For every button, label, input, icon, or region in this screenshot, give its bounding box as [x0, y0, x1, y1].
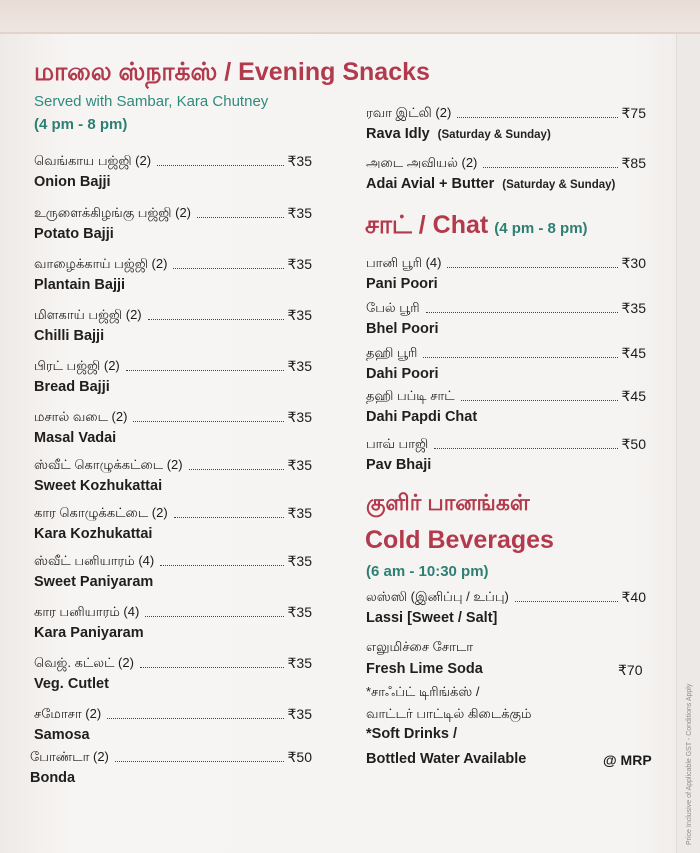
item-price: ₹35 — [287, 153, 312, 169]
item-tamil-name: மிளகாய் பஜ்ஜி (2) — [34, 307, 142, 322]
item-english-name: Onion Bajji — [34, 174, 111, 190]
item-english-name: Lassi [Sweet / Salt] — [366, 610, 498, 626]
item-english-name: Bonda — [30, 770, 76, 786]
item-english-name: Adai Avial + Butter — [366, 176, 495, 192]
item-tamil-name: பிரட் பஜ்ஜி (2) — [34, 358, 120, 373]
lime-soda-english: Fresh Lime Soda — [366, 661, 483, 677]
dot-leader — [157, 165, 283, 166]
item-tamil-name: வெஜ். கட்லட் (2) — [34, 655, 134, 670]
item-english-name: Dahi Poori — [366, 366, 439, 382]
chat-title: சாட் / Chat — [365, 211, 489, 239]
item-tamil-name: தஹி பப்டி சாட் — [366, 388, 455, 403]
soft-drinks-tamil-line1: *சாஃப்ட் டிரிங்க்ஸ் / — [366, 684, 480, 699]
item-tamil-name: பேல் பூரி — [366, 300, 420, 315]
dot-leader — [145, 616, 283, 617]
item-price: ₹40 — [621, 589, 646, 605]
dot-leader — [189, 469, 284, 470]
dot-leader — [126, 370, 284, 371]
menu-item-rava-idly — [366, 104, 646, 142]
item-price: ₹35 — [287, 505, 312, 521]
item-english-name: Plantain Bajji — [34, 277, 126, 293]
item-tamil-name: அடை அவியல் (2) — [366, 155, 478, 170]
item-english-name: Rava Idly — [366, 126, 430, 142]
soft-drinks-english-line1: *Soft Drinks / — [366, 726, 458, 742]
item-tamil-name: கார பனியாரம் (4) — [34, 604, 140, 619]
menu-item-sweet-paniyaram — [34, 552, 312, 590]
dot-leader — [426, 312, 618, 313]
item-price: ₹45 — [621, 345, 646, 361]
menu-item-kara-kozhukattai — [34, 504, 312, 542]
item-price: ₹35 — [287, 553, 312, 569]
menu-item-dahi-poori — [366, 344, 646, 382]
mrp-label: @ MRP — [603, 752, 652, 768]
dot-leader — [174, 517, 284, 518]
dot-leader — [457, 117, 617, 118]
item-price: ₹35 — [287, 409, 312, 425]
item-price: ₹85 — [621, 155, 646, 171]
menu-item-bonda — [30, 748, 312, 786]
cold-beverages-timing: (6 am - 10:30 pm) — [366, 563, 489, 580]
dot-leader — [133, 421, 283, 422]
dot-leader — [197, 217, 284, 218]
item-price: ₹35 — [287, 655, 312, 671]
dot-leader — [140, 667, 284, 668]
item-price: ₹35 — [287, 358, 312, 374]
menu-item-pav-bhaji — [366, 435, 646, 473]
item-tamil-name: சமோசா (2) — [34, 706, 102, 721]
item-price: ₹35 — [287, 457, 312, 473]
item-tamil-name: ஸ்வீட் பனியாரம் (4) — [34, 553, 155, 568]
item-price: ₹30 — [621, 255, 646, 271]
soft-drinks-english-line2: Bottled Water Available — [366, 751, 527, 767]
menu-item-plantain-bajji — [34, 255, 312, 293]
item-tamil-name: வாழைக்காய் பஜ்ஜி (2) — [34, 256, 168, 271]
item-price: ₹45 — [621, 388, 646, 404]
availability-note: (Saturday & Sunday) — [437, 129, 551, 141]
soft-drinks-tamil-line2: வாட்டர் பாட்டில் கிடைக்கும் — [366, 706, 532, 721]
evening-snacks-timing: (4 pm - 8 pm) — [34, 116, 128, 133]
item-price: ₹50 — [287, 749, 312, 765]
dot-leader — [483, 167, 617, 168]
item-tamil-name: உருளைக்கிழங்கு பஜ்ஜி (2) — [34, 205, 192, 220]
menu-item-onion-bajji — [34, 152, 312, 190]
item-price: ₹35 — [287, 604, 312, 620]
item-english-name: Kara Paniyaram — [34, 625, 144, 641]
item-english-name: Chilli Bajji — [34, 328, 105, 344]
item-english-name: Pani Poori — [366, 276, 438, 292]
item-tamil-name: ஸ்வீட் கொழுக்கட்டை (2) — [34, 457, 183, 472]
dot-leader — [434, 448, 617, 449]
cold-beverages-title: Cold Beverages — [365, 526, 554, 554]
menu-item-samosa — [34, 705, 312, 743]
item-tamil-name: ரவா இட்லி (2) — [366, 105, 452, 120]
dot-leader — [447, 267, 617, 268]
item-english-name: Samosa — [34, 727, 90, 743]
dot-leader — [461, 400, 618, 401]
lime-soda-tamil: எலுமிச்சை சோடா — [366, 639, 474, 654]
item-english-name: Veg. Cutlet — [34, 676, 109, 692]
item-tamil-name: லஸ்ஸி (இனிப்பு / உப்பு) — [366, 589, 509, 604]
item-price: ₹35 — [287, 256, 312, 272]
item-price: ₹75 — [621, 105, 646, 121]
menu-item-lassi — [366, 588, 646, 626]
item-english-name: Sweet Kozhukattai — [34, 478, 163, 494]
item-english-name: Pav Bhaji — [366, 457, 432, 473]
item-price: ₹35 — [621, 300, 646, 316]
menu-item-potato-bajji — [34, 204, 312, 242]
availability-note: (Saturday & Sunday) — [502, 179, 616, 191]
dot-leader — [423, 357, 617, 358]
item-tamil-name: தஹி பூரி — [366, 345, 418, 360]
item-price: ₹35 — [287, 205, 312, 221]
menu-item-adai-avial — [366, 154, 646, 192]
dot-leader — [148, 319, 284, 320]
menu-item-bhel-poori — [366, 299, 646, 337]
item-tamil-name: மசால் வடை (2) — [34, 409, 128, 424]
menu-item-pani-poori — [366, 254, 646, 292]
cold-beverages-title-tamil: குளிர் பானங்கள் — [366, 490, 530, 515]
item-tamil-name: போண்டா (2) — [30, 749, 109, 764]
evening-snacks-subtitle: Served with Sambar, Kara Chutney — [34, 93, 269, 110]
menu-item-masal-vadai — [34, 408, 312, 446]
dot-leader — [160, 565, 283, 566]
item-english-name: Bhel Poori — [366, 321, 439, 337]
evening-snacks-title: மாலை ஸ்நாக்ஸ் / Evening Snacks — [34, 58, 430, 86]
item-tamil-name: பாவ் பாஜி — [366, 436, 429, 451]
item-price: ₹35 — [287, 706, 312, 722]
item-price: ₹50 — [621, 436, 646, 452]
item-english-name: Bread Bajji — [34, 379, 110, 395]
menu-item-veg-cutlet — [34, 654, 312, 692]
item-price: ₹35 — [287, 307, 312, 323]
item-tamil-name: கார கொழுக்கட்டை (2) — [34, 505, 168, 520]
menu-item-kara-paniyaram — [34, 603, 312, 641]
item-tamil-name: வெங்காய பஜ்ஜி (2) — [34, 153, 152, 168]
menu-item-bread-bajji — [34, 357, 312, 395]
dot-leader — [515, 601, 618, 602]
dot-leader — [107, 718, 283, 719]
chat-section-title — [365, 211, 588, 243]
item-english-name: Sweet Paniyaram — [34, 574, 154, 590]
top-decorative-band — [0, 0, 700, 34]
item-english-name: Potato Bajji — [34, 226, 114, 242]
lime-soda-price: ₹70 — [618, 662, 643, 678]
item-english-name: Masal Vadai — [34, 430, 117, 446]
gst-footnote: Price Inclusive of Applicable GST - Conditions Apply — [686, 683, 693, 845]
dot-leader — [115, 761, 284, 762]
menu-item-dahi-papdi-chat — [366, 387, 646, 425]
chat-timing: (4 pm - 8 pm) — [494, 220, 588, 237]
item-english-name: Kara Kozhukattai — [34, 526, 153, 542]
item-english-name: Dahi Papdi Chat — [366, 409, 478, 425]
item-tamil-name: பானி பூரி (4) — [366, 255, 442, 270]
menu-item-chilli-bajji — [34, 306, 312, 344]
menu-item-sweet-kozhukattai — [34, 456, 312, 494]
dot-leader — [173, 268, 283, 269]
